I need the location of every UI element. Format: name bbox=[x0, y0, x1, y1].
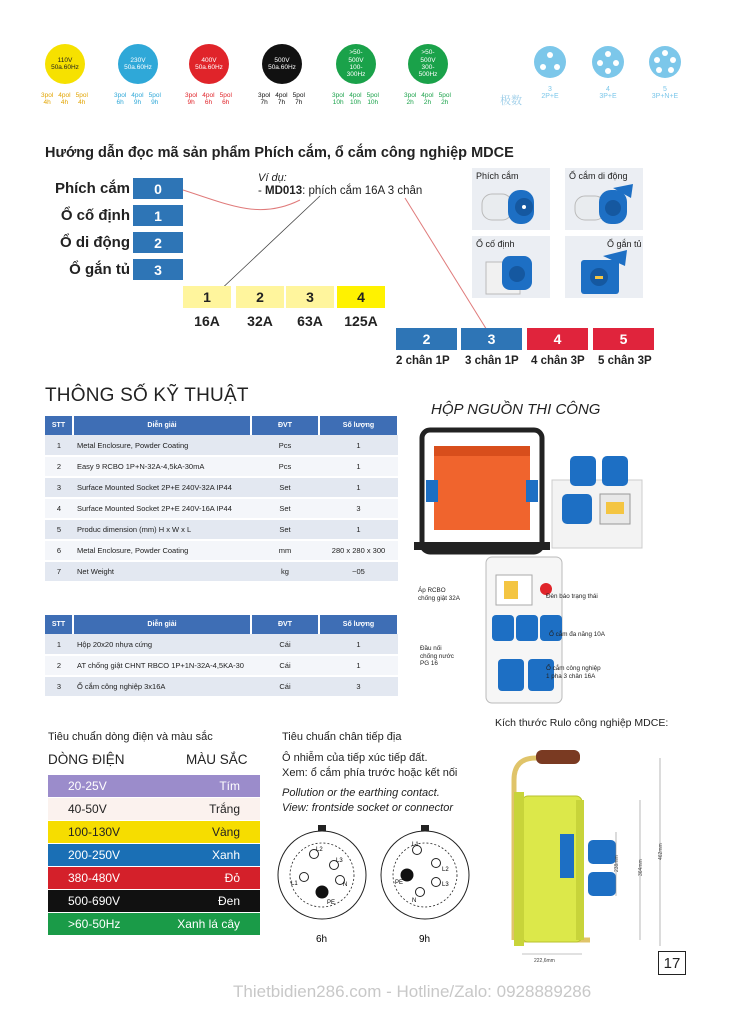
table-cell: 2 bbox=[45, 655, 73, 676]
power-box-title: HỘP NGUỒN THI CÔNG bbox=[431, 401, 601, 418]
pole-count-label: 极数 bbox=[500, 95, 522, 107]
distribution-box-image bbox=[470, 555, 580, 705]
d1-pin-0: L2 bbox=[316, 847, 323, 853]
table-row bbox=[45, 655, 398, 676]
example-title: Ví dụ: bbox=[258, 172, 287, 184]
product-fixed-socket bbox=[472, 236, 550, 298]
current-range: 40-50V bbox=[68, 802, 107, 816]
product-panel-socket bbox=[565, 236, 643, 298]
table-cell: ~05 bbox=[319, 561, 398, 582]
example-code: MD013 bbox=[265, 185, 303, 197]
rulo-title: Kích thước Rulo công nghiệp MDCE: bbox=[495, 717, 669, 729]
current-color-row bbox=[48, 821, 260, 843]
product-plug bbox=[472, 168, 550, 230]
specs-table-1 bbox=[45, 416, 399, 583]
pol-label: 5pol 9h bbox=[148, 92, 161, 107]
rulo-width: 222,6mm bbox=[534, 958, 555, 964]
pole-type-label: 4 3P+E bbox=[599, 86, 617, 101]
earthing-diagram-6h bbox=[278, 825, 366, 945]
current-range: 200-250V bbox=[68, 848, 121, 862]
voltage-badge: 500V 50a.60Hz bbox=[262, 44, 302, 84]
specs-table-2 bbox=[45, 615, 399, 698]
type-code-3: 3 bbox=[133, 259, 183, 280]
mobile-socket-image bbox=[573, 184, 637, 228]
table-cell: Produc dimension (mm) H x W x L bbox=[73, 519, 251, 540]
page-number: 17 bbox=[658, 951, 686, 975]
pol-label: 3pol 10h bbox=[332, 92, 345, 107]
plug-image bbox=[480, 186, 542, 228]
header-qty: Số lượng bbox=[319, 416, 398, 435]
pol-label: 5pol 10h bbox=[366, 92, 379, 107]
table-row bbox=[45, 519, 398, 540]
example-text: : phích cắm 16A 3 chân bbox=[302, 185, 423, 197]
d2-pin-3: L3 bbox=[442, 882, 449, 888]
table-cell: 7 bbox=[45, 561, 73, 582]
ann-multi: Ổ cắm đa năng 10A bbox=[549, 631, 606, 638]
product-label-plug: Phích cắm bbox=[476, 171, 519, 181]
current-range: 20-25V bbox=[68, 779, 107, 793]
d1-pin-2: L1 bbox=[291, 881, 298, 887]
table-cell: Surface Mounted Socket 2P+E 240V-32A IP44 bbox=[73, 477, 251, 498]
table-cell: 280 x 280 x 300 bbox=[319, 540, 398, 561]
table-cell: 3 bbox=[319, 498, 398, 519]
table-cell: Metal Enclosure, Powder Coating bbox=[73, 435, 251, 456]
pole-code-2: 4 bbox=[527, 328, 588, 350]
type-label-1: Ổ cố định bbox=[60, 207, 130, 224]
current-color-name: Đen bbox=[217, 894, 240, 908]
product-mobile-socket bbox=[565, 168, 643, 230]
rulo-h3: 462mm bbox=[658, 843, 664, 860]
type-label-2: Ổ di động bbox=[60, 234, 130, 251]
current-color-row bbox=[48, 798, 260, 820]
current-range: >60-50Hz bbox=[68, 917, 121, 931]
ann-connector: Đầu nối chống nước PG 16 bbox=[420, 645, 454, 668]
earthing-diagrams bbox=[272, 820, 472, 948]
table-cell: Ổ cắm công nghiệp 3x16A bbox=[73, 676, 251, 697]
example-prefix: - bbox=[258, 185, 266, 197]
ann-industrial: Ổ cắm công nghiệp 1 pha 3 chân 16A bbox=[546, 665, 601, 680]
voltage-badge: 400V 50a.60Hz bbox=[189, 44, 229, 84]
current-color-row bbox=[48, 844, 260, 866]
table-cell: 1 bbox=[319, 435, 398, 456]
table-cell: Cái bbox=[251, 655, 319, 676]
header-desc: Diễn giải bbox=[73, 416, 251, 435]
table-cell: 1 bbox=[319, 519, 398, 540]
panel-socket-image bbox=[575, 250, 635, 296]
amp-code-3: 4 bbox=[337, 286, 385, 308]
table-cell: 1 bbox=[45, 634, 73, 655]
amp-code-2: 3 bbox=[286, 286, 334, 308]
table-cell: 6 bbox=[45, 540, 73, 561]
rulo-h1: 238mm bbox=[614, 855, 620, 872]
table-cell: Surface Mounted Socket 2P+E 240V-16A IP44 bbox=[73, 498, 251, 519]
amp-code-0: 1 bbox=[183, 286, 231, 308]
product-label-fixed: Ổ cố định bbox=[476, 239, 515, 249]
table-cell: Metal Enclosure, Powder Coating bbox=[73, 540, 251, 561]
table-cell: 1 bbox=[45, 435, 73, 456]
table-row bbox=[45, 561, 398, 582]
earthing-line4: View: frontside socket or connector bbox=[282, 802, 453, 814]
pol-label: 3pol 9h bbox=[185, 92, 198, 107]
table-cell: 5 bbox=[45, 519, 73, 540]
current-color-row bbox=[48, 890, 260, 912]
table-cell: mm bbox=[251, 540, 319, 561]
pol-label: 3pol 6h bbox=[114, 92, 127, 107]
table-row bbox=[45, 456, 398, 477]
d1-pin-4: PE bbox=[327, 900, 336, 906]
header-unit: ĐVT bbox=[251, 416, 319, 435]
pol-label: 4pol 9h bbox=[131, 92, 144, 107]
current-color-name: Trắng bbox=[209, 802, 240, 816]
current-color-name: Tím bbox=[219, 779, 240, 793]
voltage-badge: 230V 50a.60Hz bbox=[118, 44, 158, 84]
table-cell: Hộp 20x20 nhựa cứng bbox=[73, 634, 251, 655]
current-color-name: Xanh lá cây bbox=[177, 917, 240, 931]
current-col2: MÀU SẮC bbox=[186, 752, 248, 767]
pole-label-1: 3 chân 1P bbox=[465, 355, 519, 367]
table-cell: Pcs bbox=[251, 456, 319, 477]
table-cell: kg bbox=[251, 561, 319, 582]
voltage-badge: >50- 500V 300- 500Hz bbox=[408, 44, 448, 84]
table-cell: Pcs bbox=[251, 435, 319, 456]
d2-pin-4: N bbox=[412, 898, 417, 904]
current-col1: DÒNG ĐIỆN bbox=[48, 752, 125, 767]
amp-label-1: 32A bbox=[247, 313, 273, 329]
current-colors-title: Tiêu chuẩn dòng điện và màu sắc bbox=[48, 731, 213, 743]
pol-label: 5pol 2h bbox=[438, 92, 451, 107]
pol-label: 4pol 6h bbox=[202, 92, 215, 107]
pol-label: 4pol 10h bbox=[349, 92, 362, 107]
header-qty: Số lượng bbox=[319, 615, 398, 634]
table-cell: Net Weight bbox=[73, 561, 251, 582]
table-cell: 4 bbox=[45, 498, 73, 519]
earthing-line3: Pollution or the earthing contact. bbox=[282, 787, 440, 799]
d2-pin-1: L2 bbox=[442, 867, 449, 873]
header-stt: STT bbox=[45, 416, 73, 435]
type-code-0: 0 bbox=[133, 178, 183, 199]
current-color-row bbox=[48, 867, 260, 889]
d1-label: 6h bbox=[316, 934, 328, 945]
pol-label: 4pol 4h bbox=[58, 92, 71, 107]
ann-lamp: Đèn báo trạng thái bbox=[546, 593, 598, 600]
table-row bbox=[45, 477, 398, 498]
socket-box-image bbox=[550, 450, 646, 552]
table-row bbox=[45, 540, 398, 561]
d2-label: 9h bbox=[419, 934, 431, 945]
table-cell: 2 bbox=[45, 456, 73, 477]
table-cell: Cái bbox=[251, 676, 319, 697]
pol-label: 4pol 2h bbox=[421, 92, 434, 107]
d1-pin-3: N bbox=[343, 882, 348, 888]
table-cell: 1 bbox=[319, 655, 398, 676]
pole-label-0: 2 chân 1P bbox=[396, 355, 450, 367]
table-cell: 3 bbox=[319, 676, 398, 697]
rulo-image bbox=[500, 740, 700, 970]
table-cell: AT chống giật CHNT RBCO 1P+1N-32A-4,5KA-30 bbox=[73, 655, 251, 676]
current-range: 500-690V bbox=[68, 894, 121, 908]
current-color-row bbox=[48, 775, 260, 797]
current-color-name: Xanh bbox=[211, 848, 240, 862]
table-row bbox=[45, 676, 398, 697]
pole-label-2: 4 chân 3P bbox=[531, 355, 585, 367]
voltage-badge: 110V 50a.60Hz bbox=[45, 44, 85, 84]
amp-label-2: 63A bbox=[297, 313, 323, 329]
table-cell: Cái bbox=[251, 634, 319, 655]
earthing-line1: Ô nhiễm của tiếp xúc tiếp đất. bbox=[282, 752, 428, 764]
fixed-socket-image bbox=[482, 252, 542, 298]
product-label-mobile: Ổ cắm di động bbox=[569, 171, 628, 181]
pole-type-label: 5 3P+N+E bbox=[651, 86, 679, 101]
d2-pin-0: L1 bbox=[412, 842, 419, 848]
pol-label: 5pol 4h bbox=[75, 92, 88, 107]
pol-label: 4pol 7h bbox=[275, 92, 288, 107]
pole-code-3: 5 bbox=[593, 328, 654, 350]
pole-code-0: 2 bbox=[396, 328, 457, 350]
product-label-panel: Ổ gắn tủ bbox=[607, 239, 642, 249]
rulo-h2: 364mm bbox=[638, 859, 644, 876]
d1-pin-1: L3 bbox=[336, 858, 343, 864]
table-cell: Easy 9 RCBO 1P+N-32A-4,5kA-30mA bbox=[73, 456, 251, 477]
type-code-2: 2 bbox=[133, 232, 183, 253]
current-color-name: Vàng bbox=[211, 825, 240, 839]
ann-rcbo: Áp RCBO chống giật 32A bbox=[418, 587, 461, 602]
pol-label: 5pol 6h bbox=[219, 92, 232, 107]
pole-type-label: 3 2P+E bbox=[541, 86, 559, 101]
header-stt: STT bbox=[45, 615, 73, 634]
table-cell: 1 bbox=[319, 634, 398, 655]
table-cell: 1 bbox=[319, 477, 398, 498]
table-row bbox=[45, 435, 398, 456]
d2-pin-2: PE bbox=[395, 880, 404, 886]
table-row bbox=[45, 498, 398, 519]
power-box-image bbox=[412, 424, 552, 556]
header-desc: Diễn giải bbox=[73, 615, 251, 634]
table-cell: Set bbox=[251, 498, 319, 519]
header-unit: ĐVT bbox=[251, 615, 319, 634]
type-code-1: 1 bbox=[133, 205, 183, 226]
current-color-name: Đỏ bbox=[224, 871, 240, 885]
table-cell: Set bbox=[251, 477, 319, 498]
pol-label: 3pol 7h bbox=[258, 92, 271, 107]
pole-code-1: 3 bbox=[461, 328, 522, 350]
guide-title: Hướng dẫn đọc mã sản phẩm Phích cắm, ổ cắm công nghiệp MDCE bbox=[45, 145, 514, 161]
amp-label-0: 16A bbox=[194, 313, 220, 329]
current-range: 380-480V bbox=[68, 871, 121, 885]
table-cell: Set bbox=[251, 519, 319, 540]
current-range: 100-130V bbox=[68, 825, 121, 839]
table-cell: 1 bbox=[319, 456, 398, 477]
amp-code-1: 2 bbox=[236, 286, 284, 308]
amp-label-3: 125A bbox=[344, 313, 378, 329]
current-color-row bbox=[48, 913, 260, 935]
pol-label: 5pol 7h bbox=[292, 92, 305, 107]
earthing-line2: Xem: ổ cắm phía trước hoặc kết nối bbox=[282, 767, 458, 779]
voltage-badge: >50- 500V 100- 300Hz bbox=[336, 44, 376, 84]
table-cell: 3 bbox=[45, 477, 73, 498]
specs-title: THÔNG SỐ KỸ THUẬT bbox=[45, 385, 249, 406]
type-label-3: Ổ gắn tủ bbox=[69, 261, 130, 278]
footer-hotline: Thietbidien286.com - Hotline/Zalo: 0928889286 bbox=[233, 982, 592, 1001]
pole-label-3: 5 chân 3P bbox=[598, 355, 652, 367]
table-cell: 3 bbox=[45, 676, 73, 697]
type-label-0: Phích cắm bbox=[54, 180, 130, 197]
earthing-title: Tiêu chuẩn chân tiếp địa bbox=[282, 731, 402, 743]
pol-label: 3pol 2h bbox=[404, 92, 417, 107]
table-row bbox=[45, 634, 398, 655]
earthing-diagram-9h bbox=[381, 825, 469, 945]
pol-label: 3pol 4h bbox=[41, 92, 54, 107]
